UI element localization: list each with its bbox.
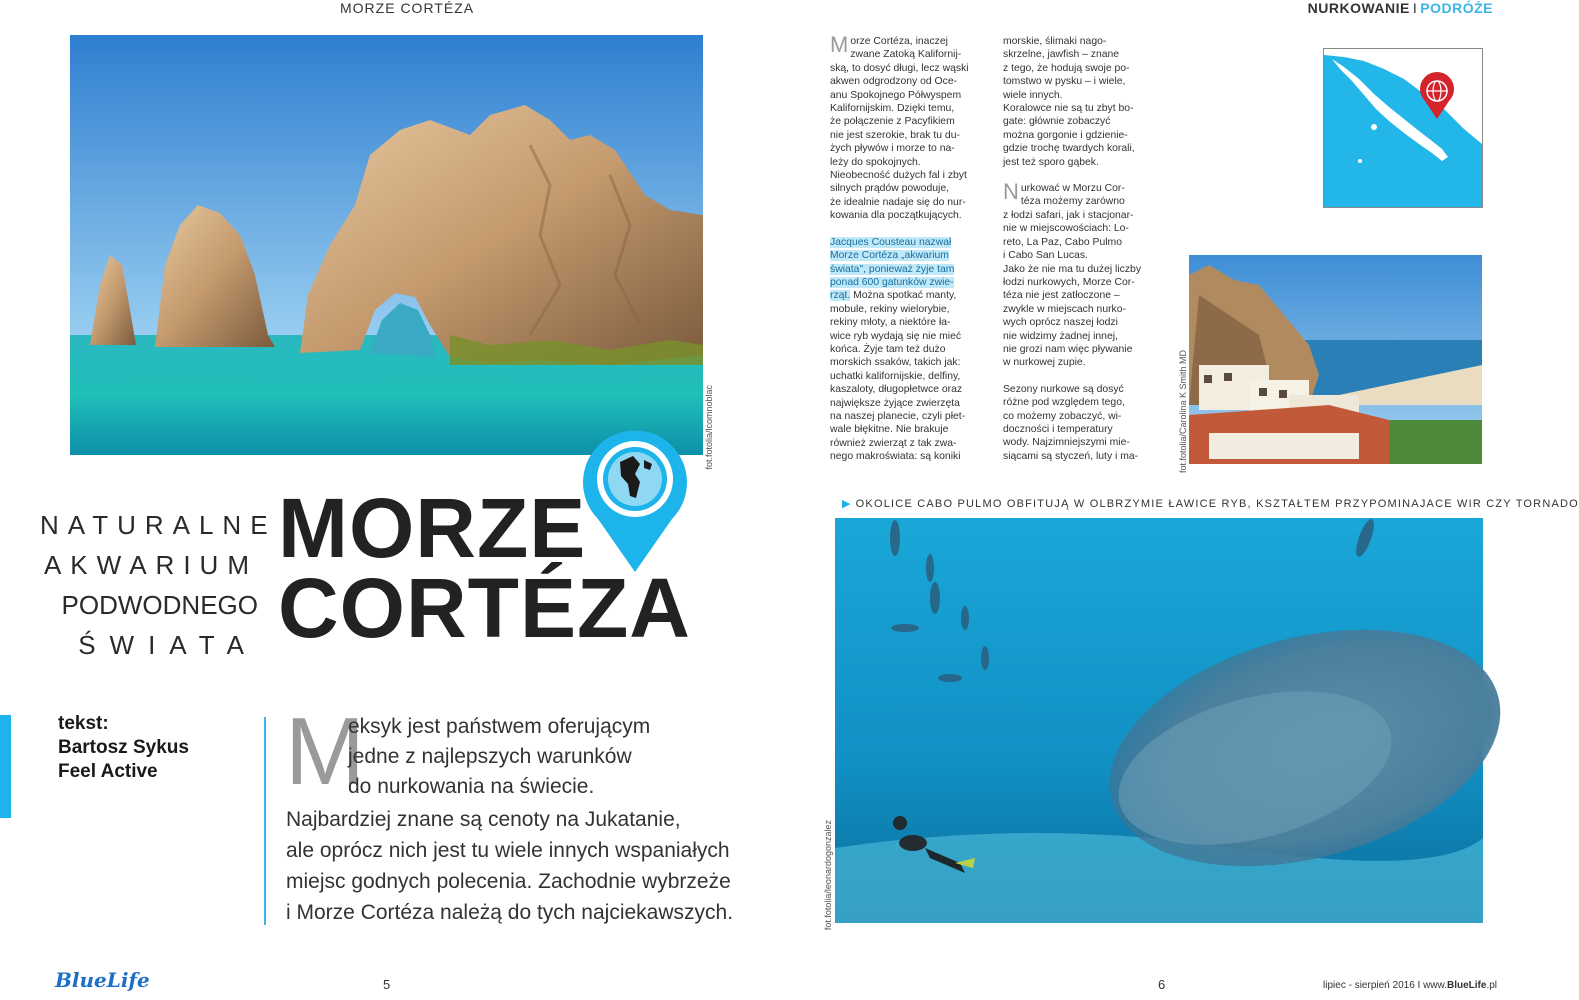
column1-line: żych pływów i morze to na-	[830, 143, 955, 155]
title-line-2: CORTÉZA	[278, 561, 691, 655]
header-section-diving: NURKOWANIE	[1307, 0, 1410, 16]
footer-issue	[1323, 980, 1497, 991]
column2-line: w nurkowej zupie.	[1003, 357, 1086, 369]
column2-line: siącami są styczeń, luty i ma-	[1003, 450, 1139, 462]
column1-line: że połączenie z Pacyfikiem	[830, 116, 955, 128]
highlight-quote: rząt.	[830, 290, 851, 302]
column1-line: akwen odgrodzony od Oce-	[830, 76, 958, 88]
column2-line: Koralowce nie są tu zbyt bo-	[1003, 103, 1134, 115]
subtitle-block	[40, 505, 277, 665]
subtitle-line: PODWODNEGO	[61, 590, 258, 620]
photo-caption	[842, 497, 1579, 510]
column2-line: co możemy zobaczyć, wi-	[1003, 410, 1122, 422]
column2-line: skrzelne, jawfish – znane	[1003, 49, 1120, 61]
lead-line: miejsc godnych polecenia. Zachodnie wybrzeże	[286, 870, 731, 893]
column1-line: kaszaloty, długopłetwce oraz	[830, 384, 963, 396]
column1-line: nego makroświata: są koniki	[830, 451, 961, 463]
page-number-left: 5	[383, 977, 391, 992]
header-section-travel: PODRÓŻE	[1420, 0, 1493, 16]
column2-line: téza możemy zarówno	[1020, 196, 1125, 208]
column1-line: nie jest szerokie, brak tu du-	[830, 129, 960, 141]
photo-credit-resort: fot.fotolia/Carolina K Smith MD	[1178, 350, 1188, 474]
column1-line: kowania dla początkujących.	[830, 210, 962, 222]
title-line-1: MORZE	[278, 481, 587, 575]
author-block	[58, 712, 189, 784]
highlight-quote: Jacques Cousteau nazwał	[830, 236, 952, 248]
author-org: Feel Active	[58, 761, 158, 782]
column2-line: téza nie jest zatłoczone –	[1003, 290, 1120, 302]
article-column-1	[830, 32, 990, 464]
lead-line: Najbardziej znane są cenoty na Jukatanie,	[286, 808, 681, 831]
accent-bar	[0, 715, 11, 818]
column1-line: mobule, rekiny wielorybie,	[830, 303, 950, 315]
column2-line: Sezony nurkowe są dosyć	[1003, 383, 1124, 395]
footer-tld: .pl	[1486, 980, 1497, 991]
page-number-right: 6	[1158, 977, 1166, 992]
column2-line: zwykle w miejscach nurko-	[1003, 303, 1126, 315]
column2-line: tomstwo w pysku – i wiele,	[1003, 76, 1126, 88]
subtitle-line: NATURALNE	[40, 510, 277, 540]
highlight-quote: ponad 600 gatunków zwie-	[830, 276, 954, 288]
column2-line: gdzie trochę twardych korali,	[1003, 143, 1135, 155]
column2-line: z łodzi safari, jak i stacjonar-	[1003, 209, 1134, 221]
column2-line: łodzi nurkowych, Morze Cor-	[1003, 276, 1135, 288]
subtitle-line: ŚWIATA	[78, 630, 258, 660]
subtitle-line: AKWARIUM	[43, 550, 258, 580]
column1-line: silnych prądów powoduje,	[830, 183, 949, 195]
footer-logo: BlueLife	[55, 968, 150, 992]
column1-line: morskich ssaków, takich jak:	[830, 357, 961, 369]
arch-rocks-photo	[70, 35, 703, 455]
footer-issue-text: lipiec - sierpień 2016 I www.	[1323, 980, 1447, 991]
column1-line: również zwierząt z tak zwa-	[830, 437, 957, 449]
column2-dropcap: N	[1003, 179, 1019, 205]
column2-line: różne pod względem tego,	[1003, 397, 1125, 409]
fish-school-photo	[835, 518, 1483, 923]
lead-line: do nurkowania na świecie.	[348, 775, 595, 798]
column1-dropcap: M	[830, 32, 849, 57]
column2-line: jest też sporo gąbek.	[1003, 156, 1099, 168]
author-label: tekst:	[58, 713, 109, 734]
column1-line: ską, to dosyć długi, lecz wąski	[830, 62, 969, 74]
location-map	[1323, 48, 1483, 208]
column1-line: Można spotkać manty,	[850, 290, 957, 302]
highlight-quote: Morze Cortéza „akwarium	[830, 250, 949, 262]
resort-photo	[1189, 255, 1482, 464]
column2-line: wiele innych.	[1003, 89, 1063, 101]
page-title	[278, 481, 691, 655]
footer-site: BlueLife	[1446, 980, 1487, 991]
column2-line: urkować w Morzu Cor-	[1020, 183, 1125, 195]
column2-line: nie grozi nam więc pływanie	[1003, 343, 1133, 355]
column1-line: Nieobecność dużych fal i zbyt	[830, 170, 967, 182]
column1-line: wale błękitne. Nie brakuje	[830, 424, 949, 436]
column2-line: Jako że nie ma tu dużej liczby	[1003, 263, 1142, 275]
caption-text: OKOLICE CABO PULMO OBFITUJĄ W OLBRZYMIE ŁAWICE RYB, KSZTAŁTEM PRZYPOMINAJACE WIR CZY TORNADO	[855, 498, 1579, 510]
column2-line: nie w miejscowościach: Lo-	[1003, 223, 1129, 235]
lead-line: jedne z najlepszych warunków	[348, 745, 632, 768]
header-right-section	[1308, 0, 1493, 16]
column1-line: orze Cortéza, inaczej	[850, 36, 948, 47]
column2-line: reto, La Paz, Cabo Pulmo	[1003, 236, 1122, 248]
column2-line: nie widzimy żadnej innej,	[1003, 330, 1118, 342]
photo-credit-fish: fot.fotolia/leonardogonzalez	[823, 820, 833, 931]
lead-dropcap: M	[285, 698, 365, 805]
column1-line: rekiny młoty, a niektóre ła-	[830, 317, 951, 329]
column1-line: że idealnie nadaje się do nur-	[830, 196, 966, 208]
column2-line: z tego, że hodują swoje po-	[1003, 62, 1130, 74]
highlight-quote: świata", ponieważ żyje tam	[830, 263, 955, 275]
lead-line: ale oprócz nich jest tu wiele innych wspaniałych	[286, 839, 730, 862]
header-separator: I	[1412, 0, 1418, 16]
column2-line: można gorgonie i gdzienie-	[1003, 129, 1128, 141]
column1-line: końca. Żyje tam też dużo	[830, 343, 946, 355]
column2-line: doczności i temperatury	[1003, 423, 1113, 435]
photo-credit-arch: fot.fotolia/lcomnoblac	[704, 385, 714, 470]
column1-line: zwane Zatoką Kalifornij-	[850, 49, 962, 61]
column1-line: największe żyjące zwierzęta	[830, 397, 960, 409]
caption-triangle-icon: ▶	[842, 498, 852, 510]
column1-line: uchatki kalifornijskie, delfiny,	[830, 370, 961, 382]
lead-line: eksyk jest państwem oferującym	[348, 715, 651, 738]
column1-line: wice ryb wydają się nie mieć	[830, 330, 962, 342]
column1-line: leży do spokojnych.	[830, 156, 921, 168]
column2-line: gate: głównie zobaczyć	[1003, 116, 1111, 128]
lead-line: i Morze Cortéza należą do tych najciekawszych.	[286, 901, 734, 924]
column2-line: wody. Najzimniejszymi mie-	[1003, 437, 1130, 449]
column2-line: morskie, ślimaki nago-	[1003, 36, 1107, 47]
column1-line: na naszej planecie, czyli płet-	[830, 410, 966, 422]
article-column-2	[1003, 35, 1163, 463]
author-name: Bartosz Sykus	[58, 737, 189, 758]
column1-line: anu Spokojnego Półwyspem	[830, 89, 962, 101]
lead-rule	[264, 717, 266, 925]
column2-line: wych oprócz naszej łodzi	[1003, 317, 1118, 329]
column1-line: Kalifornijskim. Dzięki temu,	[830, 103, 955, 115]
column2-line: i Cabo San Lucas.	[1003, 250, 1088, 262]
header-left-title: MORZE CORTÉZA	[340, 0, 475, 16]
